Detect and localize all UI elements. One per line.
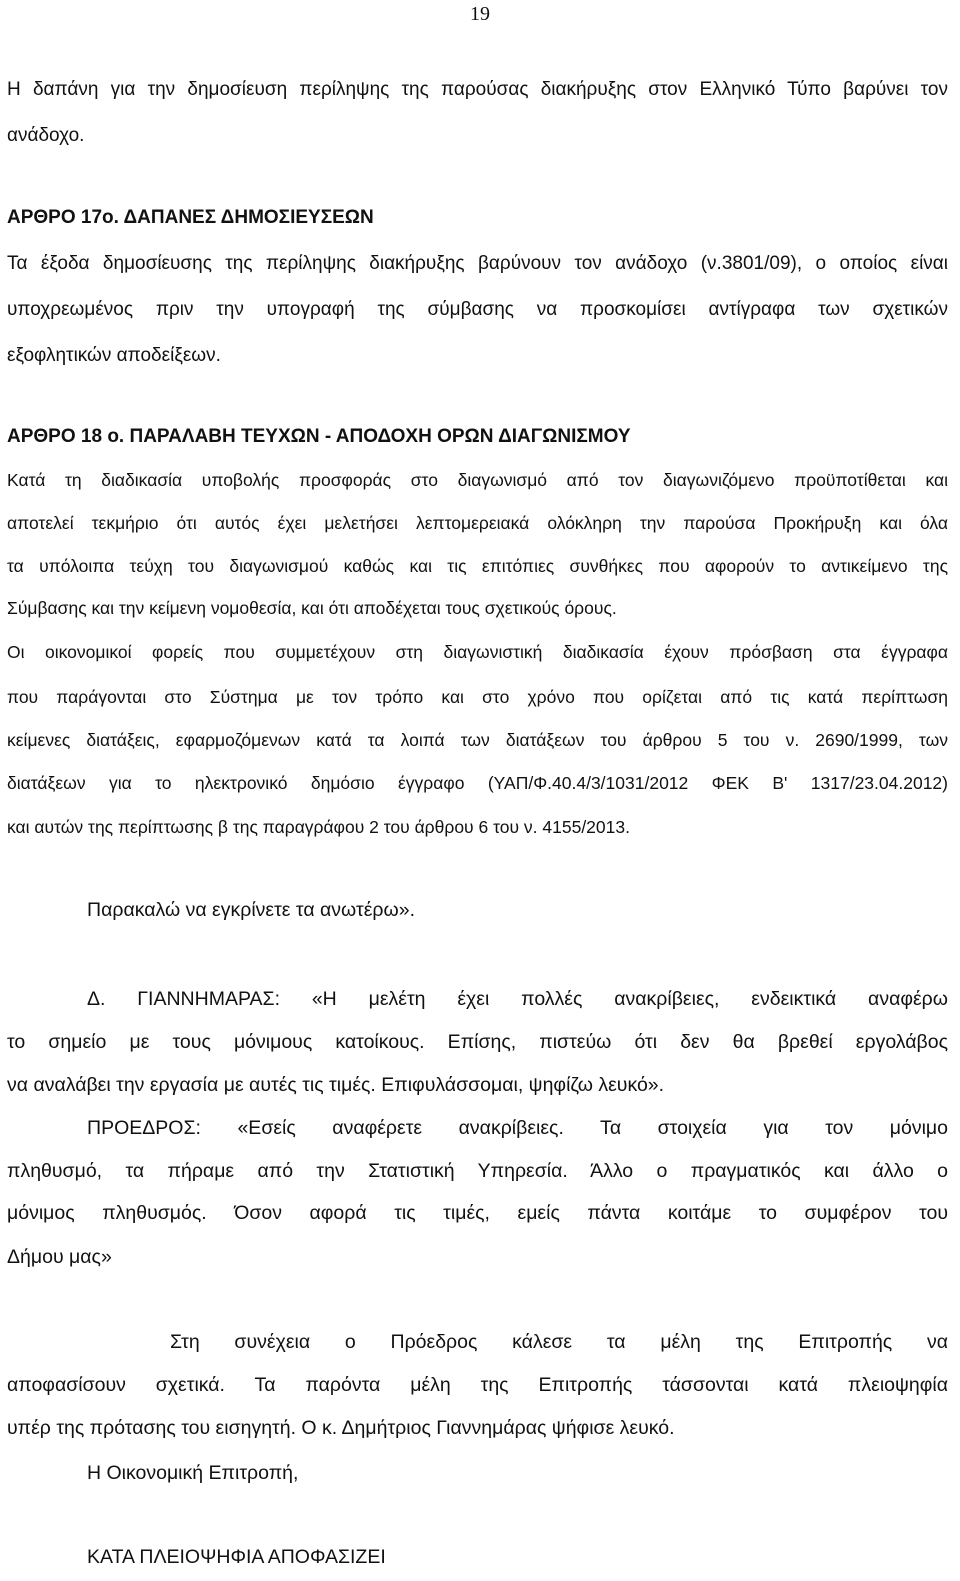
paragraph-line: διατάξεων για το ηλεκτρονικό δημόσιο έγγραφο (ΥΑΠ/Φ.40.4/3/1031/2012 ΦΕΚ Β' 1317/23.04.2012): [7, 773, 948, 793]
vote-line: υπέρ της πρότασης του εισηγητή. Ο κ. Δημήτριος Γιαννημάρας ψήφισε λευκό.: [7, 1417, 675, 1439]
committee-line: Η Οικονομική Επιτροπή,: [87, 1462, 299, 1484]
vote-line: αποφασίσουν σχετικά. Τα παρόντα μέλη της Επιτροπής τάσσονται κατά πλειοψηφία: [7, 1374, 948, 1396]
statement-line: Δ. ΓΙΑΝΝΗΜΑΡΑΣ: «Η μελέτη έχει πολλές ανακρίβειες, ενδεικτικά αναφέρω: [87, 988, 948, 1010]
statement-line: μόνιμος πληθυσμός. Όσον αφορά τις τιμές, εμείς πάντα κοιτάμε το συμφέρον του: [7, 1202, 948, 1224]
paragraph-line: κείμενες διατάξεις, εφαρμοζόμενων κατά τα λοιπά των διατάξεων του άρθρου 5 του ν. 2690/1999, των: [7, 730, 948, 750]
closing-request: Παρακαλώ να εγκρίνετε τα ανωτέρω».: [87, 899, 415, 921]
vote-line: Στη συνέχεια ο Πρόεδρος κάλεσε τα μέλη της Επιτροπής να: [170, 1331, 948, 1353]
paragraph-line: που παράγονται στο Σύστημα με τον τρόπο και στο χρόνο που ορίζεται από τις κατά περίπτωση: [7, 687, 948, 707]
paragraph-line: Κατά τη διαδικασία υποβολής προσφοράς στο διαγωνισμό από τον διαγωνιζόμενο προϋποτίθεται και: [7, 470, 948, 490]
paragraph-line: Τα έξοδα δημοσίευσης της περίληψης διακήρυξης βαρύνουν τον ανάδοχο (ν.3801/09), ο οποίος είναι: [7, 253, 948, 274]
paragraph-line: υποχρεωμένος πριν την υπογραφή της σύμβασης να προσκομίσει αντίγραφα των σχετικών: [7, 299, 948, 320]
paragraph-line: αποτελεί τεκμήριο ότι αυτός έχει μελετήσει λεπτομερειακά ολόκληρη την παρούσα Προκήρυξη και όλα: [7, 513, 948, 533]
article-17-title: ΑΡΘΡΟ 17ο. ΔΑΠΑΝΕΣ ΔΗΜΟΣΙΕΥΣΕΩΝ: [7, 207, 374, 228]
paragraph-line: ανάδοχο.: [7, 125, 85, 146]
statement-line: το σημείο με τους μόνιμους κατοίκους. Επίσης, πιστεύω ότι δεν θα βρεθεί εργολάβος: [7, 1031, 948, 1053]
paragraph-line: Σύμβασης και την κείμενη νομοθεσία, και ότι αποδέχεται τους σχετικούς όρους.: [7, 598, 617, 618]
statement-line: ΠΡΟΕΔΡΟΣ: «Εσείς αναφέρετε ανακρίβειες. Τα στοιχεία για τον μόνιμο: [87, 1117, 948, 1139]
statement-line: Δήμου μας»: [7, 1246, 112, 1268]
paragraph-line: τα υπόλοιπα τεύχη του διαγωνισμού καθώς και τις επιτόπιες συνθήκες που αφορούν το αντικείμενο της: [7, 556, 948, 576]
paragraph-line: Η δαπάνη για την δημοσίευση περίληψης της παρούσας διακήρυξης στον Ελληνικό Τύπο βαρύνει τον: [7, 79, 948, 100]
decision-heading: ΚΑΤΑ ΠΛΕΙΟΨΗΦΙΑ ΑΠΟΦΑΣΙΖΕΙ: [87, 1546, 386, 1568]
page-number: 19: [470, 3, 490, 25]
paragraph-line: εξοφλητικών αποδείξεων.: [7, 345, 221, 366]
article-18-title: ΑΡΘΡΟ 18 ο. ΠΑΡΑΛΑΒΗ ΤΕΥΧΩΝ - ΑΠΟΔΟΧΗ ΟΡΩΝ ΔΙΑΓΩΝΙΣΜΟΥ: [7, 426, 631, 447]
statement-line: να αναλάβει την εργασία με αυτές τις τιμές. Επιφυλάσσομαι, ψηφίζω λευκό».: [7, 1074, 665, 1096]
paragraph-line: Οι οικονομικοί φορείς που συμμετέχουν στη διαγωνιστική διαδικασία έχουν πρόσβαση στα έγγραφα: [7, 642, 948, 662]
paragraph-line: και αυτών της περίπτωσης β της παραγράφου 2 του άρθρου 6 του ν. 4155/2013.: [7, 817, 630, 837]
statement-line: πληθυσμό, τα πήραμε από την Στατιστική Υπηρεσία. Άλλο ο πραγματικός και άλλο ο: [7, 1160, 948, 1182]
